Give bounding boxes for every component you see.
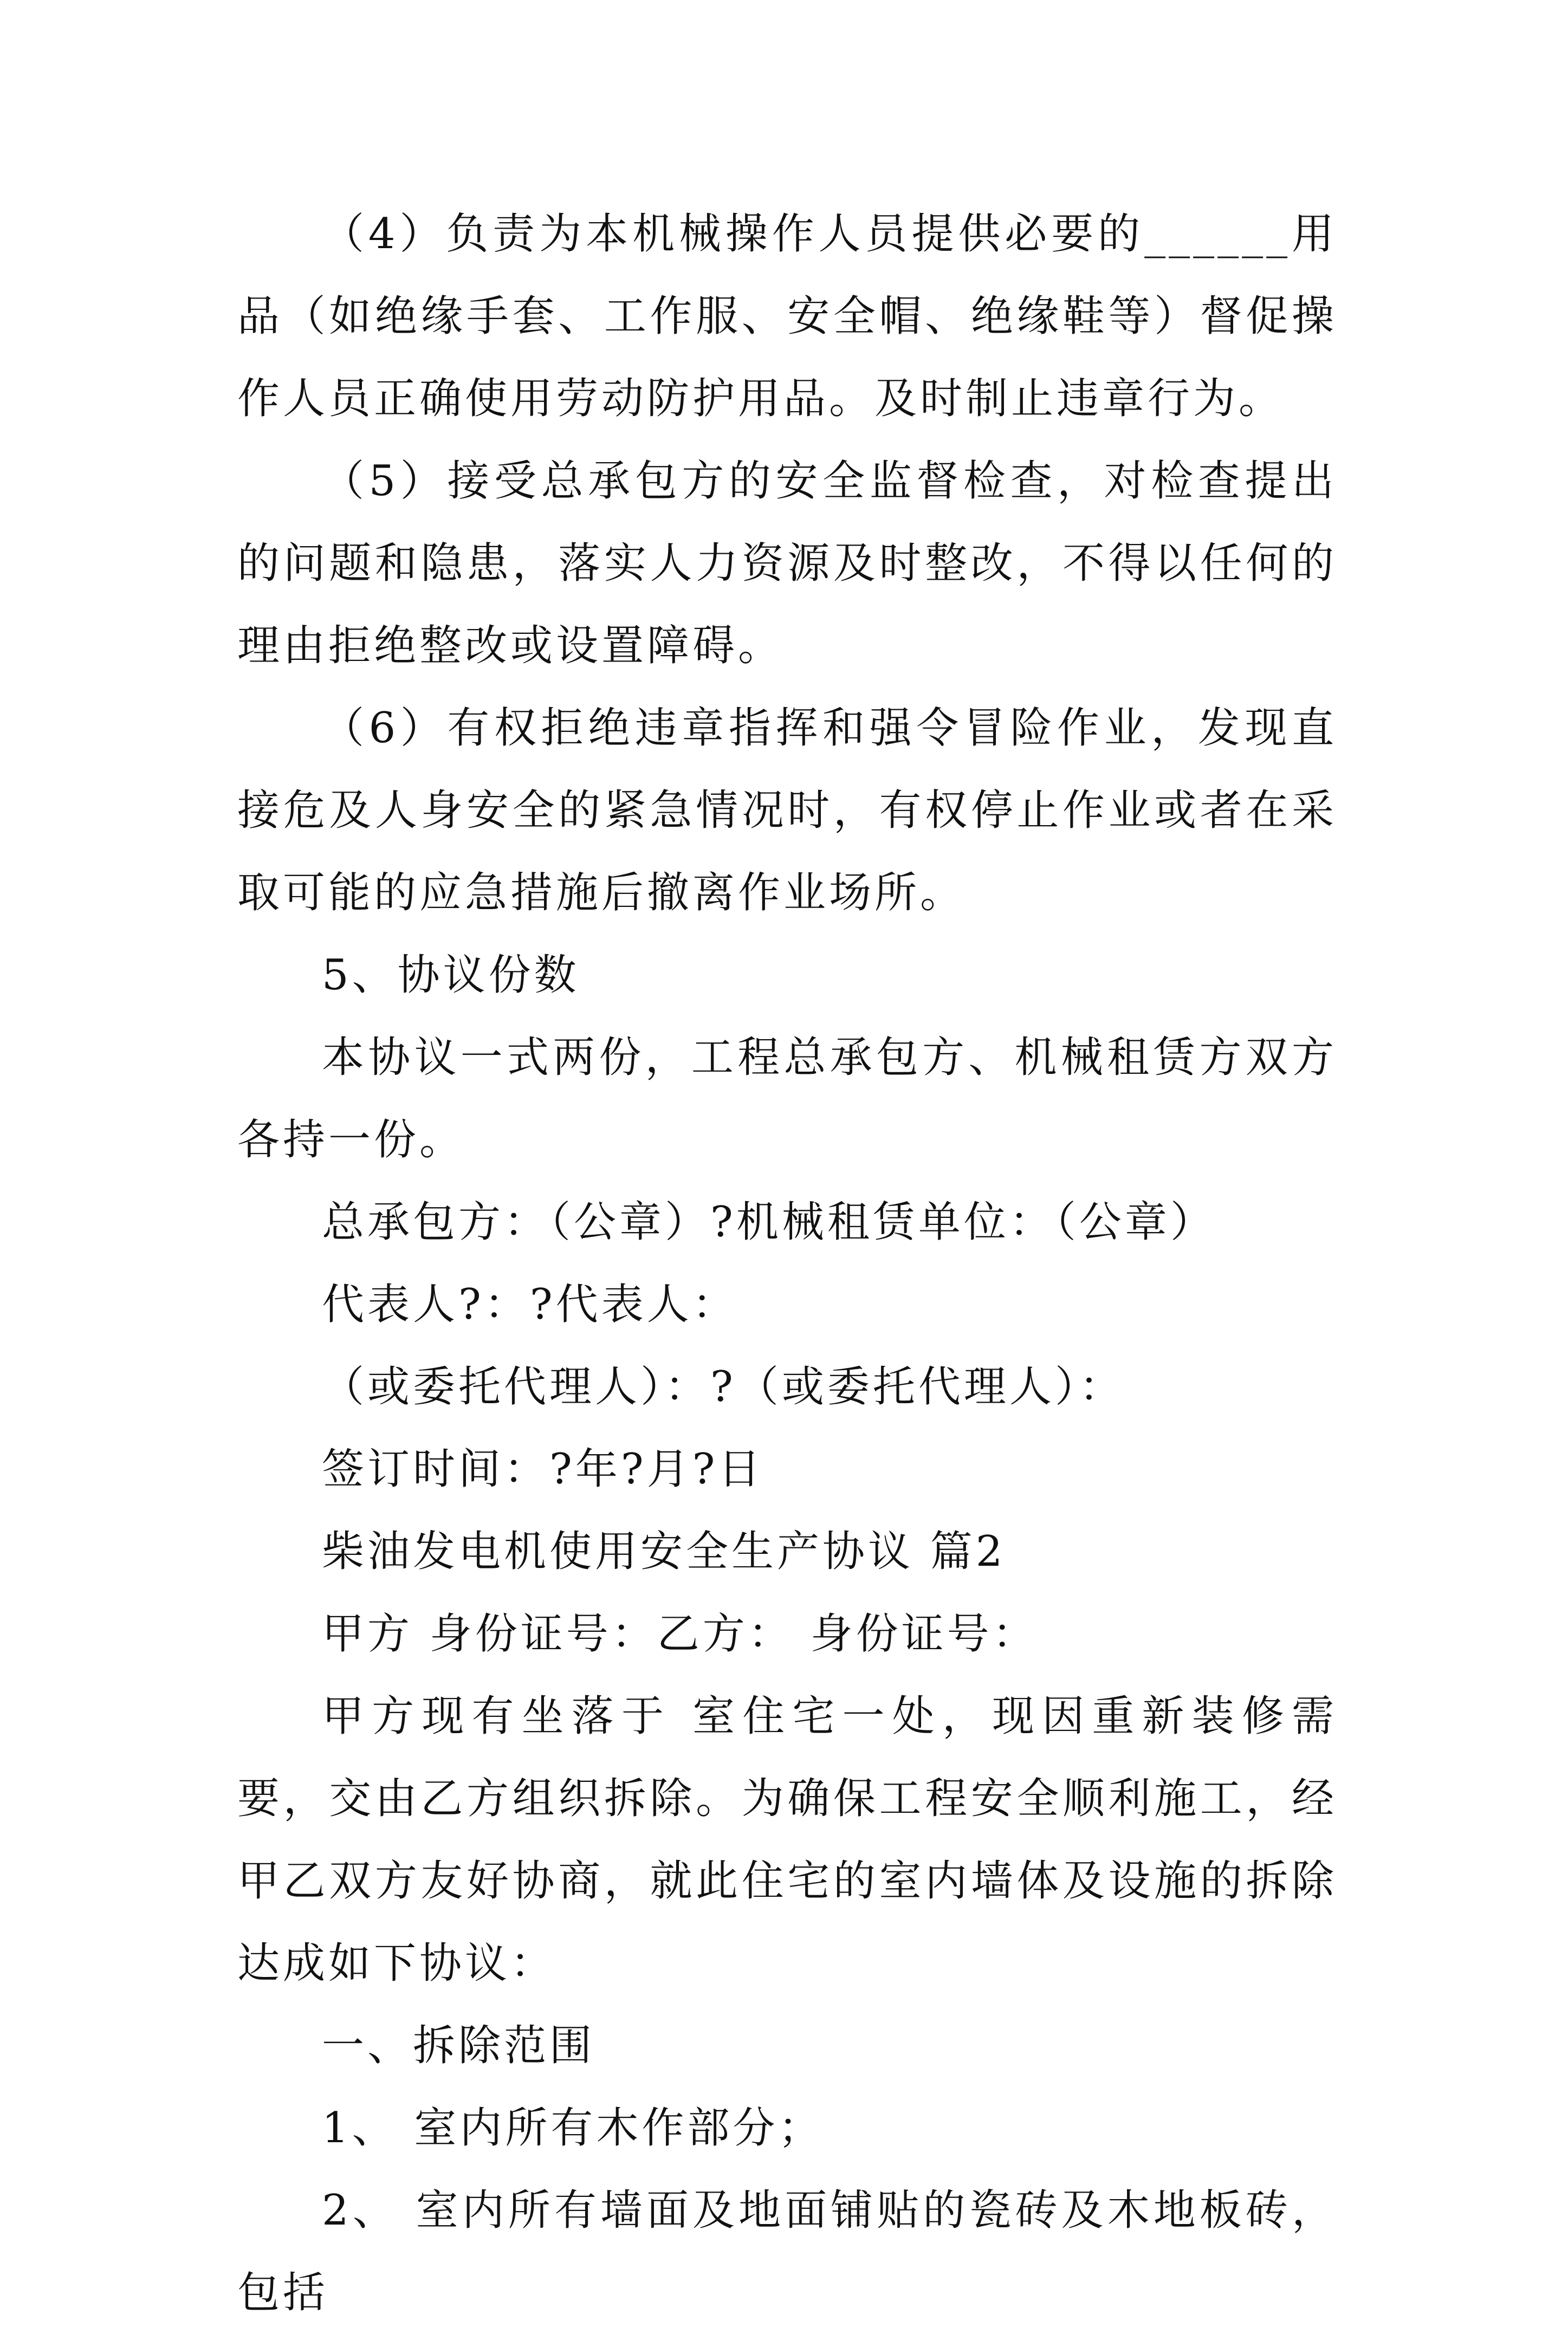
paragraph-copies: 本协议一式两份，工程总承包方、机械租赁方双方各持一份。 <box>237 1033 1337 1164</box>
scope-item-1: 1、 室内所有木作部分； <box>322 2104 824 2153</box>
section-heading-demolition-scope: 一、拆除范围 <box>322 2021 595 2070</box>
paragraph-clause-5: （5）接受总承包方的安全监督检查，对检查提出的问题和隐患，落实人力资源及时整改，不得以任何的理由拒绝整改或设置障碍。 <box>237 457 1337 670</box>
signature-date-line: 签订时间：?年?月?日 <box>322 1445 764 1494</box>
signature-party-line: 总承包方：（公章）?机械租赁单位：（公章） <box>322 1198 1216 1247</box>
scope-item-2: 2、 室内所有墙面及地面铺贴的瓷砖及木地板砖，包括 <box>237 2186 1337 2317</box>
section-heading-agreement-copies: 5、协议份数 <box>322 951 580 1000</box>
paragraph-clause-4: （4）负责为本机械操作人员提供必要的______用品（如绝缘手套、工作服、安全帽、绝缘鞋等）督促操作人员正确使用劳动防护用品。及时制止违章行为。 <box>237 210 1337 423</box>
parties-line: 甲方 身份证号：乙方： 身份证号： <box>322 1610 1038 1658</box>
signature-representative-line: 代表人?：?代表人： <box>322 1280 738 1329</box>
signature-agent-line: （或委托代理人）：?（或委托代理人）： <box>322 1363 1125 1411</box>
paragraph-introduction: 甲方现有坐落于 室住宅一处，现因重新装修需要，交由乙方组织拆除。为确保工程安全顺利施工，经甲乙双方友好协商，就此住宅的室内墙体及设施的拆除达成如下协议： <box>237 1692 1337 1988</box>
article-title: 柴油发电机使用安全生产协议 篇2 <box>322 1527 1006 1576</box>
paragraph-clause-6: （6）有权拒绝违章指挥和强令冒险作业，发现直接危及人身安全的紧急情况时，有权停止作业或者在采取可能的应急措施后撤离作业场所。 <box>237 704 1337 917</box>
document-body <box>237 193 1337 2334</box>
